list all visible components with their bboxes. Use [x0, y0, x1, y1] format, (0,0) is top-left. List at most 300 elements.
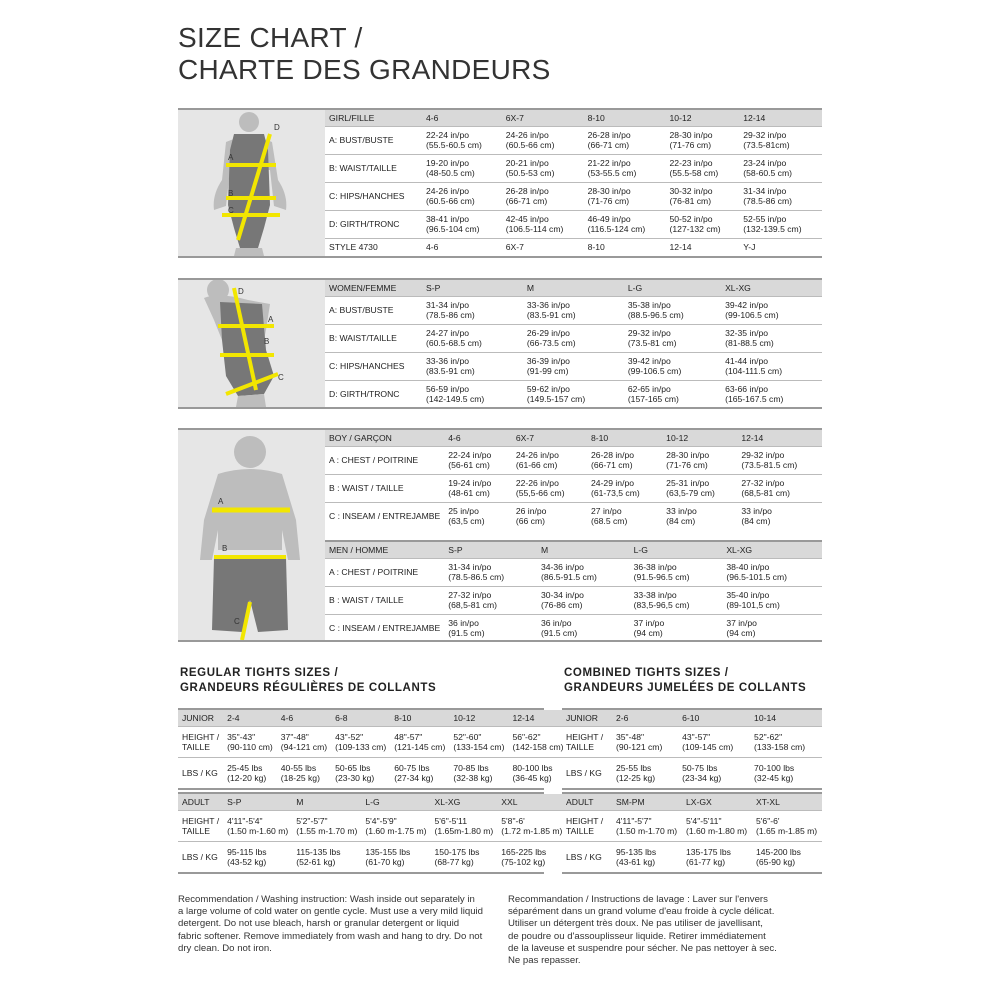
table-header-label: WOMEN/FEMME	[325, 280, 422, 296]
measurement-line: 52"-62"	[754, 731, 783, 742]
measurement-cell	[737, 446, 822, 474]
measurement-line: (1.65 m-1.85 m)	[756, 825, 818, 836]
measurement-cell	[292, 810, 361, 841]
size-header: 8-10	[390, 710, 449, 726]
girl-label-b: B	[228, 189, 234, 198]
measurement-line: (91.5-96.5 cm)	[633, 572, 690, 582]
measurement-line: (78.5-86 cm)	[743, 196, 792, 206]
measurement-line: 28-30 in/po	[669, 130, 713, 140]
measurement-cell	[662, 474, 737, 502]
measurement-line: (90-110 cm)	[227, 741, 273, 752]
measurement-cell	[612, 757, 678, 788]
measurement-line: (73.5-81cm)	[743, 140, 790, 150]
measurement-cell	[722, 614, 822, 642]
row-label-line: A: BUST/BUSTE	[329, 305, 394, 315]
table-header-label: ADULT	[562, 794, 612, 810]
row-label	[325, 352, 422, 380]
measurement-cell	[682, 841, 752, 872]
measurement-line: (157-165 cm)	[627, 394, 679, 405]
row-label-line: TAILLE	[182, 825, 211, 836]
measurement-cell	[612, 841, 682, 872]
table-header-label: BOY / GARÇON	[325, 430, 444, 446]
size-header: 8-10	[587, 430, 662, 446]
measurement-cell	[390, 757, 449, 788]
table-row	[178, 810, 566, 841]
measurement-line: (142-158 cm)	[512, 741, 564, 752]
measurement-cell	[666, 154, 740, 182]
measurement-line: (73.5-81 cm)	[627, 338, 677, 348]
measurement-cell	[390, 726, 449, 757]
measurement-cell	[737, 474, 822, 502]
combined-adult-table	[562, 794, 822, 872]
table-header-row	[325, 542, 822, 558]
measurement-line: (149.5-157 cm)	[526, 394, 586, 405]
measurement-line: (91.5 cm)	[448, 628, 485, 639]
measurement-line: (1.50 m-1.60 m)	[227, 825, 289, 836]
measurement-cell	[444, 502, 512, 530]
table-row	[562, 726, 822, 757]
measurement-cell	[739, 182, 822, 210]
table-row	[325, 502, 822, 530]
table-row	[562, 757, 822, 788]
measurement-line: 115-135 lbs	[296, 846, 341, 857]
size-header: M	[523, 280, 624, 296]
measurement-line: (60.5-66 cm)	[505, 140, 555, 150]
measurement-cell	[422, 210, 502, 238]
measurement-line: 46-49 in/po	[587, 214, 631, 224]
measurement-line: 33-38 in/po	[633, 590, 677, 600]
measurement-cell	[331, 726, 390, 757]
style-size: Y-J	[743, 242, 756, 253]
instruction-line: Ne pas repasser.	[508, 955, 581, 967]
size-header: S-P	[223, 794, 292, 810]
size-header: XT-XL	[752, 794, 822, 810]
measurement-cell	[223, 810, 292, 841]
measurement-line: 22-23 in/po	[669, 158, 713, 168]
size-header: 6-10	[678, 710, 750, 726]
measurement-line: (94 cm)	[726, 628, 756, 639]
measurement-cell	[444, 446, 512, 474]
measurement-line: 38-41 in/po	[426, 214, 470, 224]
row-label	[562, 810, 612, 841]
measurement-line: 135-175 lbs	[686, 846, 731, 857]
size-header: 10-12	[662, 430, 737, 446]
combined-adult-wrap	[562, 792, 822, 874]
measurement-line: 36 in/po	[448, 618, 479, 629]
measurement-cell	[739, 126, 822, 154]
row-label-line: C: HIPS/HANCHES	[329, 191, 405, 201]
measurement-line: 31-34 in/po	[743, 186, 787, 196]
measurement-line: (1.60 m-1.75 m)	[365, 825, 427, 836]
measurement-cell	[361, 810, 430, 841]
measurement-line: 24-26 in/po	[426, 186, 470, 196]
measurement-line: 5'4"-5'11"	[686, 815, 722, 826]
combined-junior-wrap	[562, 708, 822, 790]
measurement-line: (1.72 m-1.85 m)	[501, 825, 563, 836]
measurement-cell	[277, 726, 331, 757]
instruction-line: detergent. Do not use bleach, harsh or granular detergent or liquid	[178, 918, 460, 930]
measurement-line: (81-88.5 cm)	[725, 338, 774, 348]
measurement-line: (27-34 kg)	[394, 772, 434, 783]
measurement-line: (66 cm)	[515, 516, 545, 527]
table-header-row	[562, 794, 822, 810]
table-row	[325, 154, 822, 182]
measurement-cell	[537, 614, 630, 642]
measurement-line: (83,5-96,5 cm)	[633, 600, 690, 610]
table-header-row	[325, 110, 822, 126]
measurement-line: 37"-48"	[280, 731, 309, 742]
measurement-cell	[497, 810, 566, 841]
measurement-line: (66-71 cm)	[505, 196, 548, 206]
measurement-cell	[422, 182, 502, 210]
row-label-line: D: GIRTH/TRONC	[329, 219, 400, 229]
instruction-line: Utiliser un détergent très doux. Ne pas utiliser de javellisant,	[508, 918, 763, 930]
instruction-line: Recommandation / Instructions de lavage : Laver sur l'envers	[508, 894, 768, 905]
measurement-line: (65-90 kg)	[756, 856, 796, 867]
measurement-line: 43"-57"	[682, 731, 711, 742]
measurement-line: 52-55 in/po	[743, 214, 787, 224]
size-header: 8-10	[584, 110, 666, 126]
measurement-line: (56-61 cm)	[448, 460, 490, 470]
style-size: 4-6	[426, 242, 439, 253]
combined-tights-title	[564, 666, 806, 696]
instruction-line: séparément dans un grand volume d'eau froide à cycle délicat.	[508, 906, 775, 918]
size-header: S-P	[444, 542, 537, 558]
measurement-cell	[361, 841, 430, 872]
measurement-cell	[422, 324, 523, 352]
measurement-line: 22-24 in/po	[426, 130, 470, 140]
girl-table-wrap	[325, 110, 822, 256]
measurement-line: (66-73.5 cm)	[526, 338, 576, 348]
measurement-line: 28-30 in/po	[666, 450, 710, 460]
measurement-line: (91.5 cm)	[540, 628, 578, 639]
row-label	[325, 614, 444, 642]
measurement-line: (23-34 kg)	[682, 772, 722, 783]
measurement-cell	[331, 757, 390, 788]
measurement-line: 33-36 in/po	[526, 300, 570, 310]
row-label-line: HEIGHT /	[182, 815, 220, 826]
measurement-line: 56"-62"	[512, 731, 541, 742]
measurement-cell	[512, 474, 587, 502]
measurement-line: 26 in/po	[515, 506, 547, 517]
measurement-cell	[739, 154, 822, 182]
row-label	[562, 757, 612, 788]
row-label-line: LBS / KG	[566, 851, 602, 862]
measurement-cell	[537, 558, 630, 586]
measurement-cell	[666, 182, 740, 210]
combined-tights-title-line-2: GRANDEURS JUMELÉES DE COLLANTS	[564, 682, 807, 694]
women-label-a: A	[268, 315, 274, 324]
measurement-line: (1.50 m-1.70 m)	[616, 825, 678, 836]
measurement-line: 50-65 lbs	[335, 762, 371, 773]
row-label-line: C : INSEAM / ENTREJAMBE	[329, 623, 441, 634]
measurement-cell	[444, 586, 537, 614]
measurement-line: (68,5-81 cm)	[741, 488, 791, 498]
boy-label-b: B	[222, 544, 228, 553]
size-header: 12-14	[739, 110, 822, 126]
regular-junior-wrap	[178, 708, 564, 790]
regular-tights-title-line-1: REGULAR TIGHTS SIZES /	[180, 667, 339, 679]
girl-label-a: A	[228, 153, 234, 162]
measurement-cell	[523, 324, 624, 352]
women-label-c: C	[278, 373, 284, 382]
measurement-cell	[666, 126, 740, 154]
measurement-line: 70-100 lbs	[754, 762, 795, 773]
women-silhouette-image	[178, 280, 325, 407]
measurement-line: (43-52 kg)	[227, 856, 267, 867]
measurement-line: 4'11"-5'4"	[227, 815, 263, 826]
row-label-line: HEIGHT /	[182, 731, 220, 742]
size-header: 4-6	[444, 430, 512, 446]
measurement-cell	[523, 380, 624, 408]
instruction-line: a large volume of cold water on gentle cycle. Must use a very mild liquid	[178, 906, 484, 918]
boy-table-wrap	[325, 430, 822, 530]
table-row	[178, 726, 568, 757]
measurement-line: 135-155 lbs	[365, 846, 411, 857]
instruction-line: Recommendation / Washing instruction: Wash inside out separately in	[178, 894, 475, 905]
row-label	[325, 380, 422, 408]
women-label-d: D	[238, 287, 244, 296]
women-size-table	[325, 280, 822, 408]
men-size-table	[325, 542, 822, 642]
measurement-line: 35-38 in/po	[627, 300, 671, 310]
measurement-line: 39-42 in/po	[627, 356, 671, 366]
row-label-line: A: BUST/BUSTE	[329, 135, 394, 145]
measurement-cell	[624, 324, 721, 352]
measurement-line: 24-29 in/po	[591, 478, 635, 488]
measurement-cell	[422, 380, 523, 408]
washing-instructions-fr	[508, 894, 808, 967]
measurement-line: 5'4"-5'9"	[365, 815, 397, 826]
measurement-line: 26-28 in/po	[587, 130, 631, 140]
row-label-line: C: HIPS/HANCHES	[329, 361, 405, 371]
measurement-line: (133-158 cm)	[754, 741, 806, 752]
measurement-line: (165-167.5 cm)	[725, 394, 784, 405]
measurement-line: (12-25 kg)	[616, 772, 656, 783]
measurement-line: 24-26 in/po	[505, 130, 549, 140]
measurement-cell	[223, 841, 292, 872]
measurement-line: (132-139.5 cm)	[743, 224, 802, 234]
measurement-line: 30-34 in/po	[540, 590, 584, 600]
measurement-line: (127-132 cm)	[669, 224, 721, 234]
women-section	[178, 278, 822, 409]
measurement-line: 25-55 lbs	[616, 762, 652, 773]
measurement-line: 4'11"-5'7"	[616, 815, 652, 826]
measurement-line: 34-36 in/po	[540, 562, 584, 572]
size-header: 10-12	[449, 710, 508, 726]
size-header: M	[292, 794, 361, 810]
row-label-line: TAILLE	[566, 741, 595, 752]
measurement-line: (73.5-81.5 cm)	[741, 460, 798, 470]
row-label	[325, 210, 422, 238]
measurement-cell	[750, 757, 822, 788]
women-table-wrap	[325, 280, 822, 408]
measurement-cell	[624, 296, 721, 324]
measurement-cell	[678, 726, 750, 757]
row-label	[325, 586, 444, 614]
measurement-cell	[722, 586, 822, 614]
table-row	[325, 210, 822, 238]
measurement-line: 32-35 in/po	[725, 328, 769, 338]
measurement-line: (91-99 cm)	[526, 366, 569, 376]
row-label-line: A : CHEST / POITRINE	[329, 455, 419, 465]
page-title	[178, 22, 551, 86]
measurement-cell	[223, 757, 277, 788]
measurement-line: (94-121 cm)	[280, 741, 328, 752]
women-label-b: B	[264, 337, 270, 346]
measurement-line: (23-30 kg)	[335, 772, 375, 783]
measurement-line: 33 in/po	[666, 506, 697, 517]
boy-men-section	[178, 428, 822, 642]
table-row	[325, 446, 822, 474]
measurement-line: 41-44 in/po	[725, 356, 769, 366]
measurement-line: 27 in/po	[591, 506, 622, 517]
measurement-line: 33 in/po	[741, 506, 772, 517]
measurement-line: 19-20 in/po	[426, 158, 470, 168]
row-label	[325, 154, 422, 182]
measurement-line: (1.55 m-1.70 m)	[296, 825, 358, 836]
measurement-cell	[584, 210, 666, 238]
row-label-line: B : WAIST / TAILLE	[329, 483, 404, 493]
measurement-cell	[502, 154, 584, 182]
style-label: STYLE 4730	[329, 242, 378, 253]
measurement-line: (61-70 kg)	[365, 856, 405, 867]
measurement-cell	[752, 841, 822, 872]
measurement-line: 26-29 in/po	[526, 328, 570, 338]
size-header: XL-XG	[721, 280, 822, 296]
measurement-line: (58-60.5 cm)	[743, 168, 792, 178]
table-row	[325, 614, 822, 642]
measurement-line: 31-34 in/po	[448, 562, 492, 572]
measurement-line: 43"-52"	[335, 731, 364, 742]
measurement-cell	[449, 757, 508, 788]
measurement-line: (90-121 cm)	[616, 741, 663, 752]
girl-label-c: C	[228, 206, 234, 215]
measurement-line: 150-175 lbs	[434, 846, 480, 857]
measurement-cell	[508, 757, 567, 788]
women-figure	[178, 280, 325, 407]
row-label-line: B: WAIST/TAILLE	[329, 163, 397, 173]
measurement-line: (68,5-81 cm)	[448, 600, 497, 610]
measurement-line: (1.65m-1.80 m)	[434, 825, 494, 836]
measurement-line: 27-32 in/po	[448, 590, 492, 600]
table-header-label: ADULT	[178, 794, 223, 810]
measurement-line: (76-86 cm)	[540, 600, 583, 610]
measurement-line: (94 cm)	[633, 628, 663, 639]
measurement-line: (66-71 cm)	[591, 460, 633, 470]
measurement-line: 5'8"-6'	[501, 815, 525, 826]
table-header-row	[325, 430, 822, 446]
measurement-line: 24-26 in/po	[515, 450, 559, 460]
measurement-line: (63,5 cm)	[448, 516, 485, 527]
measurement-cell	[612, 810, 682, 841]
boy-label-c: C	[234, 617, 240, 626]
measurement-cell	[444, 614, 537, 642]
measurement-line: (12-20 kg)	[227, 772, 267, 783]
measurement-cell	[584, 154, 666, 182]
row-label-line: LBS / KG	[182, 767, 218, 778]
measurement-line: (84 cm)	[666, 516, 696, 527]
table-row	[178, 841, 566, 872]
size-header: XL-XG	[431, 794, 498, 810]
size-header: 10-14	[750, 710, 822, 726]
measurement-line: (48-61 cm)	[448, 488, 490, 498]
row-label	[325, 126, 422, 154]
measurement-line: 31-34 in/po	[426, 300, 470, 310]
measurement-line: 30-32 in/po	[669, 186, 713, 196]
measurement-cell	[584, 182, 666, 210]
measurement-cell	[739, 210, 822, 238]
measurement-line: 36-38 in/po	[633, 562, 677, 572]
row-label-line: TAILLE	[182, 741, 211, 752]
table-header-row	[178, 794, 566, 810]
measurement-line: (121-145 cm)	[394, 741, 446, 752]
measurement-line: 25-31 in/po	[666, 478, 710, 488]
row-label-line: HEIGHT /	[566, 731, 604, 742]
measurement-line: (142-149.5 cm)	[426, 394, 485, 405]
row-label-line: B: WAIST/TAILLE	[329, 333, 397, 343]
measurement-line: 26-28 in/po	[591, 450, 635, 460]
measurement-line: 56-59 in/po	[426, 384, 470, 395]
measurement-cell	[630, 586, 723, 614]
measurement-line: 52"-60"	[453, 731, 482, 742]
measurement-line: 23-24 in/po	[743, 158, 787, 168]
measurement-cell	[721, 352, 822, 380]
measurement-line: (63,5-79 cm)	[666, 488, 715, 498]
girl-section	[178, 108, 822, 258]
table-row	[325, 558, 822, 586]
measurement-cell	[502, 182, 584, 210]
measurement-line: (68-77 kg)	[434, 856, 474, 867]
instruction-line: dry clean. Do not iron.	[178, 942, 272, 954]
measurement-line: 25 in/po	[448, 506, 479, 517]
measurement-cell	[630, 614, 723, 642]
boy-men-figure	[178, 430, 325, 640]
measurement-line: 80-100 lbs	[512, 762, 553, 773]
style-size: 6X-7	[505, 242, 524, 253]
row-label-line: HEIGHT /	[566, 815, 604, 826]
measurement-line: (36-45 kg)	[512, 772, 552, 783]
row-label	[178, 841, 223, 872]
measurement-line: (78.5-86 cm)	[426, 310, 475, 320]
size-header: XL-XG	[722, 542, 822, 558]
combined-junior-table	[562, 710, 822, 788]
measurement-line: 50-52 in/po	[669, 214, 713, 224]
measurement-line: 22-26 in/po	[515, 478, 559, 488]
measurement-line: 38-40 in/po	[726, 562, 770, 572]
measurement-line: 26-28 in/po	[505, 186, 549, 196]
measurement-line: 25-45 lbs	[227, 762, 263, 773]
row-label-line: LBS / KG	[566, 767, 602, 778]
row-label	[178, 810, 223, 841]
size-header: 4-6	[422, 110, 502, 126]
title-line-1: SIZE CHART /	[178, 22, 363, 53]
table-header-label: GIRL/FILLE	[325, 110, 422, 126]
girl-figure	[178, 110, 325, 256]
measurement-cell	[752, 810, 822, 841]
measurement-line: (109-145 cm)	[682, 741, 734, 752]
measurement-line: (83.5-91 cm)	[426, 366, 475, 376]
measurement-cell	[750, 726, 822, 757]
measurement-line: (61-77 kg)	[686, 856, 726, 867]
measurement-line: 50-75 lbs	[682, 762, 718, 773]
measurement-cell	[587, 446, 662, 474]
measurement-cell	[277, 757, 331, 788]
measurement-cell	[587, 502, 662, 530]
size-header: L-G	[361, 794, 430, 810]
table-header-row	[562, 710, 822, 726]
measurement-cell	[666, 210, 740, 238]
